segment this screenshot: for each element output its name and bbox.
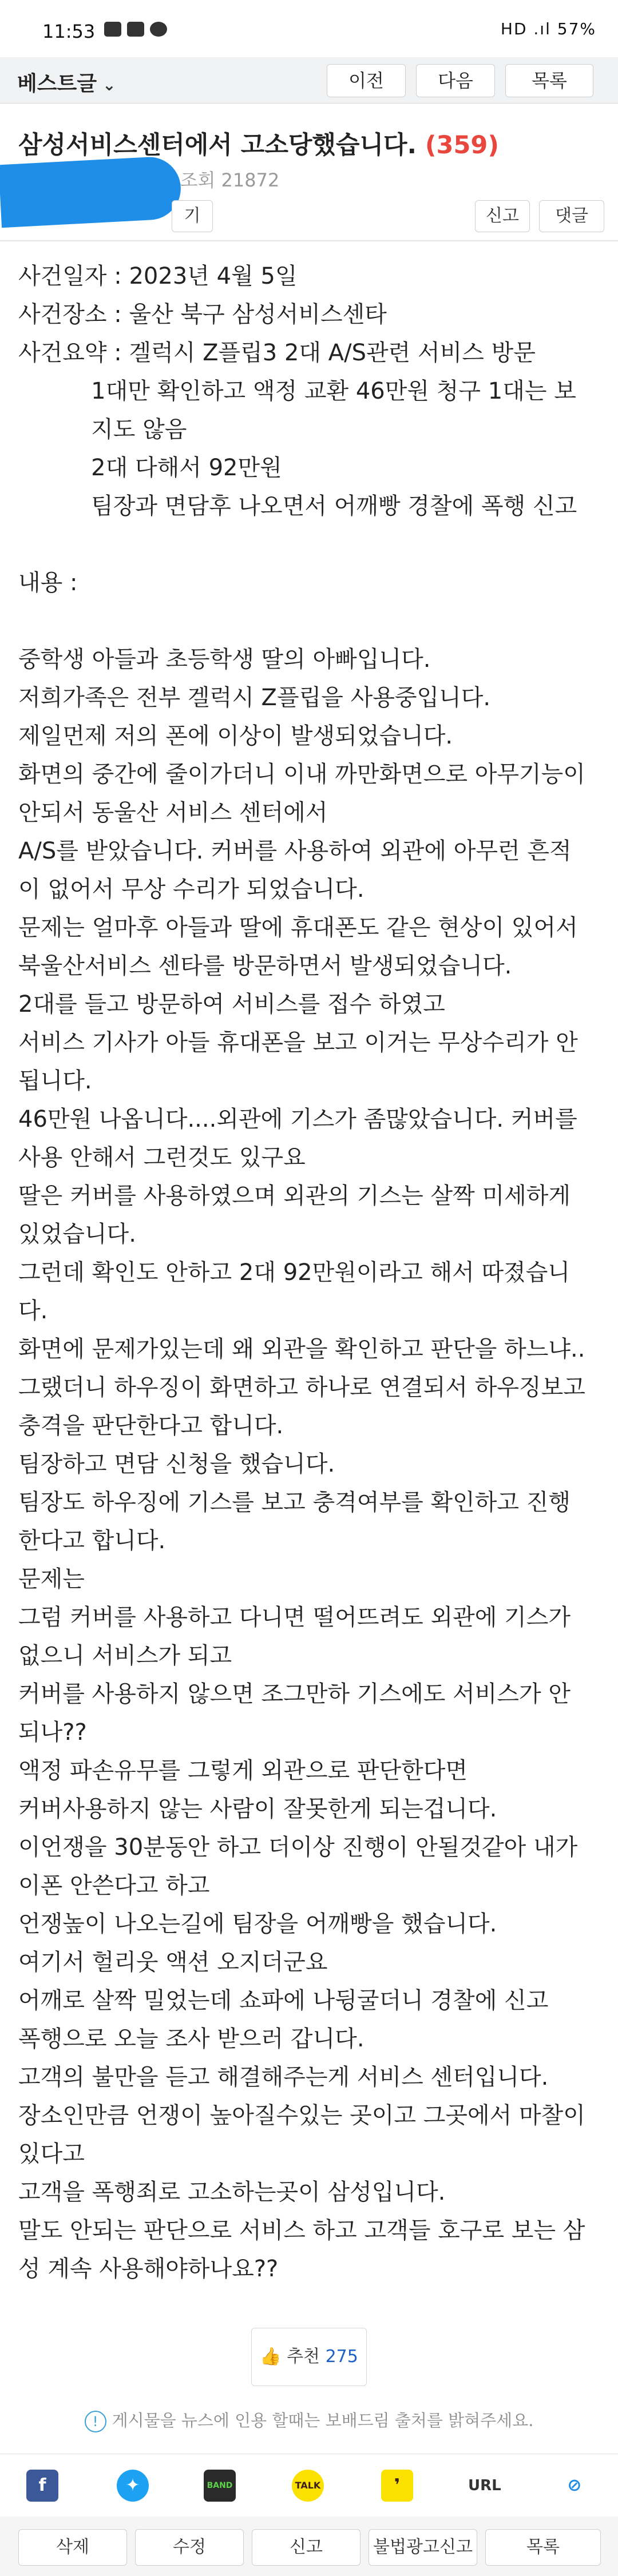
post-title-text: 삼성서비스센터에서 고소당했습니다. [18,131,417,160]
illegal-ad-report-button[interactable]: 불법광고신고 [369,2529,477,2566]
kakaostory-icon[interactable]: ❜ [381,2470,413,2502]
content-line: 딸은 커버를 사용하였으며 외관의 기스는 살짝 미세하게 [18,1183,571,1209]
content-line: 화면의 중간에 줄이가더니 이내 까만화면으로 아무기능이 [18,761,585,788]
content-line: 안되서 동울산 서비스 센터에서 [18,800,328,826]
band-icon[interactable] [204,2470,236,2502]
content-line: 커버사용하지 않는 사람이 잘못한게 되는겁니다. [18,1796,497,1822]
chevron-down-icon: ⌄ [102,75,116,94]
content-line: 폭행으로 오늘 조사 받으러 갑니다. [18,2026,365,2052]
content-line: 사건장소 : 울산 북구 삼성서비스센타 [18,301,387,328]
content-line: 여기서 헐리웃 액션 오지더군요 [18,1949,328,1975]
content-line: 있다고 [18,2141,85,2167]
report-bottom-button[interactable]: 신고 [252,2529,360,2566]
content-line: A/S를 받았습니다. 커버를 사용하여 외관에 아무런 흔적 [18,838,572,864]
content-line: 2대 다해서 92만원 [18,455,282,481]
content-line: 장소인만큼 언쟁이 높아질수있는 곳이고 그곳에서 마찰이 [18,2102,585,2129]
content-line: 문제는 [18,1566,85,1592]
content-line: 2대를 들고 방문하여 서비스를 접수 하였고 [18,991,445,1017]
attach-link-icon[interactable]: ⊘ [567,2475,582,2495]
talk-icon [150,22,167,37]
list-button[interactable]: 목록 [505,64,593,97]
content-line: 팀장과 면담후 나오면서 어깨빵 경찰에 폭행 신고 [18,493,577,519]
url-copy-button[interactable]: URL [468,2477,501,2494]
talk-label: TALK [295,2480,321,2491]
facebook-icon[interactable]: f [26,2470,58,2502]
recommend-button[interactable] [251,2328,367,2386]
content-line: 말도 안되는 판단으로 서비스 하고 고객들 호구로 보는 삼 [18,2217,585,2244]
status-time: 11:53 [42,21,96,42]
recommend-label: 추천 [287,2347,320,2367]
content-line: 없으니 서비스가 되고 [18,1643,232,1669]
content-line: 문제는 얼마후 아들과 딸에 휴대폰도 같은 현상이 있어서 [18,915,578,941]
content-line: 이 없어서 무상 수리가 되었습니다. [18,876,365,903]
bottom-actions [0,2517,618,2576]
content-line: 충격을 판단한다고 합니다. [18,1413,284,1439]
delete-button[interactable]: 삭제 [18,2529,127,2566]
list-bottom-button[interactable]: 목록 [485,2529,601,2566]
report-button[interactable]: 신고 [475,200,530,232]
band-label: BAND [207,2481,233,2490]
post-title [18,126,499,161]
content-line: 성 계속 사용해야하나요?? [18,2256,279,2282]
kakaotalk-icon[interactable] [292,2470,324,2502]
blank-line [18,602,602,641]
twitter-icon[interactable]: ✦ [117,2470,149,2502]
notification-icon [127,22,144,37]
content-line: 됩니다. [18,1068,92,1094]
reply-button[interactable]: 댓글 [539,200,604,232]
content-line: 북울산서비스 센타를 방문하면서 발생되었습니다. [18,953,512,979]
next-button[interactable]: 다음 [416,64,495,97]
content-line: 다. [18,1298,48,1324]
content-line: 사용 안해서 그런것도 있구요 [18,1144,306,1171]
thumbs-up-icon: 👍 [260,2347,282,2367]
content-line: 그럼 커버를 사용하고 다니면 떨어뜨려도 외관에 기스가 [18,1604,571,1631]
content-line: 한다고 합니다. [18,1528,166,1554]
content-line: 사건일자 : 2023년 4월 5일 [18,263,298,289]
board-toolbar [0,57,618,104]
content-line: 그런데 확인도 안하고 2대 92만원이라고 해서 따졌습니 [18,1259,571,1286]
content-line: 있었습니다. [18,1221,136,1247]
notice-text: 게시물을 뉴스에 인용 할때는 보배드림 출처를 밝혀주세요. [112,2411,534,2430]
prev-button[interactable]: 이전 [327,64,406,97]
share-bar [0,2454,618,2518]
content-line: 그랬더니 하우징이 화면하고 하나로 연결되서 하우징보고 [18,1374,585,1401]
citation-notice [0,2408,618,2432]
content-line: 화면에 문제가있는데 왜 외관을 확인하고 판단을 하느냐.. [18,1336,585,1362]
blank-line [18,526,602,564]
status-right: HD .ıl 57% [500,19,596,38]
content-line: 1대만 확인하고 액정 교환 46만원 청구 1대는 보 [18,378,576,404]
divider [0,240,618,241]
edit-button[interactable]: 수정 [135,2529,244,2566]
status-bar [0,0,618,57]
content-line: 이언쟁을 30분동안 하고 더이상 진행이 안될것같아 내가 [18,1834,578,1861]
content-line: 46만원 나옵니다....외관에 기스가 좀많았습니다. 커버를 [18,1106,577,1132]
content-line: 저희가족은 전부 겔럭시 Z플립을 사용중입니다. [18,685,491,711]
post-body [18,257,602,2288]
recommend-count: 275 [325,2347,358,2367]
content-line: 사건요약 : 겔럭시 Z플립3 2대 A/S관련 서비스 방문 [18,340,536,366]
info-icon: ! [85,2411,106,2432]
content-line: 언쟁높이 나오는길에 팀장을 어깨빵을 했습니다. [18,1911,497,1937]
content-line: 고객의 불만을 듣고 해결해주는게 서비스 센터입니다. [18,2064,549,2090]
content-line: 이폰 안쓴다고 하고 [18,1873,210,1899]
board-selector[interactable] [17,67,116,97]
content-line: 지도 않음 [18,416,187,443]
comment-count[interactable]: (359) [425,131,499,160]
image-icon [104,22,121,37]
redaction-mark [0,156,183,228]
content-line: 팀장하고 면담 신청을 했습니다. [18,1451,335,1477]
content-line: 내용 : [18,570,78,596]
content-line: 제일먼제 저의 폰에 이상이 발생되었습니다. [18,723,453,749]
board-title: 베스트글 [17,72,97,96]
content-line: 팀장도 하우징에 기스를 보고 충격여부를 확인하고 진행 [18,1489,571,1516]
content-line: 어깨로 살짝 밀었는데 쇼파에 나뒹굴더니 경찰에 신고 [18,1987,549,2014]
content-line: 커버를 사용하지 않으면 조그만하 기스에도 서비스가 안 [18,1681,571,1707]
partial-button[interactable]: 기 [172,200,213,232]
content-line: 서비스 기사가 아들 휴대폰을 보고 이거는 무상수리가 안 [18,1029,578,1056]
content-line: 고객을 폭행죄로 고소하는곳이 삼성입니다. [18,2179,446,2205]
post-views: 조회 21872 [180,169,280,191]
content-line: 액정 파손유무를 그렇게 외관으로 판단한다면 [18,1758,468,1784]
content-line: 중학생 아들과 초등학생 딸의 아빠입니다. [18,646,431,673]
content-line: 되나?? [18,1719,87,1746]
